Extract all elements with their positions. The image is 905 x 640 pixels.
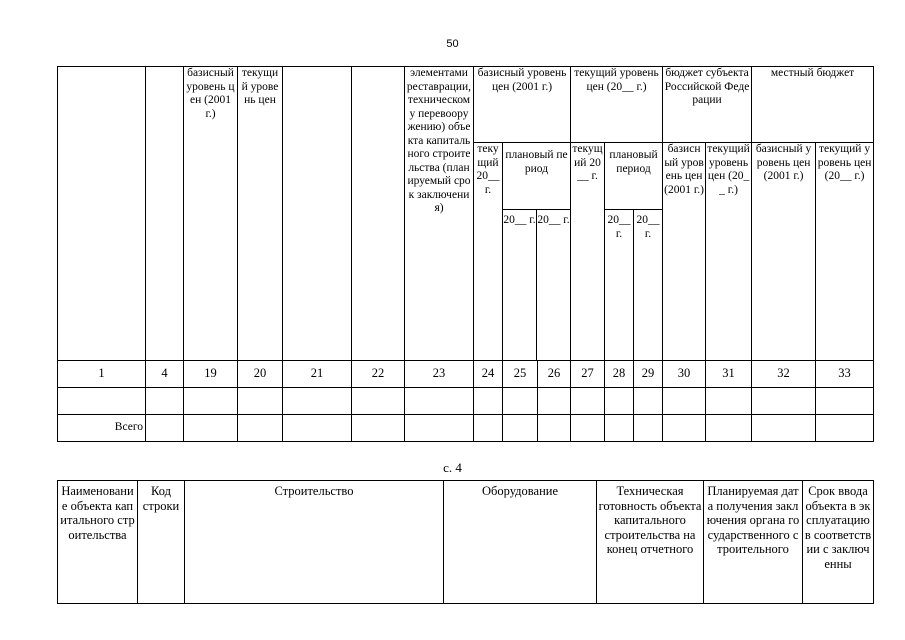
column-number: 19 [184,361,238,388]
table-row [58,388,874,415]
header-cell-25: 20__ г. [503,210,537,360]
input-cell[interactable] [283,388,352,415]
input-cell[interactable] [474,388,503,415]
header-group-base-prices: базисный уровень цен (2001 г.) [474,67,571,143]
header-group-subject-budget: бюджет субъекта Российской Федерации [663,67,752,143]
input-cell[interactable] [752,415,816,442]
input-cell[interactable] [503,388,538,415]
construction-table [57,480,874,604]
header-cell-30: базисный уровень цен (2001 г.) [663,143,706,361]
header-cell-1 [58,67,146,361]
total-row [58,415,874,442]
input-cell[interactable] [146,388,184,415]
input-cell[interactable] [816,415,874,442]
header-cell-24: текущий 20__ г. [474,143,503,361]
column-number: 32 [752,361,816,388]
column-number: 1 [58,361,146,388]
header-construction: Строительство [185,481,444,604]
header-cell-29: 20__ г. [636,214,660,240]
header-group-local-budget: местный бюджет [752,67,874,143]
column-number: 30 [663,361,706,388]
input-cell[interactable] [503,415,538,442]
input-cell[interactable] [352,415,405,442]
header-group-current-prices: текущий уровень цен (20__ г.) [571,67,663,143]
input-cell[interactable] [538,415,571,442]
page-number: 50 [446,38,459,50]
header-row-code: Код строки [138,481,185,604]
column-number: 31 [706,361,752,388]
input-cell[interactable] [706,388,752,415]
input-cell[interactable] [816,388,874,415]
header-cell-33: текущий уровень цен (20__ г.) [816,143,874,361]
header-cell-23: элементами реставрации, техническому перевооружению) объекта капитального строительства (планируемый срок заключения) [405,67,474,361]
header-cell-32: базисный уровень цен (2001 г.) [752,143,816,361]
column-number: 28 [605,361,634,388]
header-equipment: Оборудование [444,481,597,604]
column-numbers-row [58,361,874,388]
column-number: 22 [352,361,405,388]
input-cell[interactable] [238,415,283,442]
input-cell[interactable] [663,388,706,415]
input-cell[interactable] [58,388,146,415]
input-cell[interactable] [634,415,663,442]
input-cell[interactable] [184,388,238,415]
column-number: 4 [146,361,184,388]
plan-period-label-1: плановый период [503,143,570,210]
header-planned-date: Планируемая дата получения заключения органа государственного строительного [704,481,803,604]
input-cell[interactable] [405,415,474,442]
input-cell[interactable] [146,415,184,442]
input-cell[interactable] [663,415,706,442]
header-cell-21 [283,67,352,361]
header-technical-readiness: Техническая готовность объекта капитального строительства на конец отчетного [597,481,704,604]
header-cell-27: текущий 20__ г. [571,143,605,361]
input-cell[interactable] [352,388,405,415]
input-cell[interactable] [605,388,634,415]
plan-period-label-2: плановый период [605,143,662,210]
header-object-name: Наименование объекта капитального строительства [58,481,138,604]
input-cell[interactable] [238,388,283,415]
budget-table [57,66,874,442]
input-cell[interactable] [405,388,474,415]
column-number: 27 [571,361,605,388]
header-cell-20: текущий уровень цен [238,67,283,361]
input-cell[interactable] [634,388,663,415]
section-caption: с. 4 [443,460,462,475]
header-cell-4 [146,67,184,361]
input-cell[interactable] [474,415,503,442]
column-number: 24 [474,361,503,388]
header-cell-28: 20__ г. [605,210,634,360]
column-number: 21 [283,361,352,388]
column-number: 23 [405,361,474,388]
header-plan-period-1 [503,143,571,361]
header-cell-19: базисный уровень цен (2001 г.) [184,67,238,361]
header-cell-22 [352,67,405,361]
header-cell-26: 20__ г. [537,214,570,226]
input-cell[interactable] [184,415,238,442]
column-number: 29 [634,361,663,388]
header-cell-31: текущий уровень цен (20__ г.) [706,143,752,361]
input-cell[interactable] [283,415,352,442]
input-cell[interactable] [538,388,571,415]
column-number: 25 [503,361,538,388]
total-label: Всего [58,415,146,442]
column-number: 20 [238,361,283,388]
column-number: 33 [816,361,874,388]
input-cell[interactable] [571,415,605,442]
column-number: 26 [538,361,571,388]
header-plan-period-2 [605,143,663,361]
input-cell[interactable] [605,415,634,442]
input-cell[interactable] [706,415,752,442]
input-cell[interactable] [571,388,605,415]
input-cell[interactable] [752,388,816,415]
header-commissioning-date: Срок ввода объекта в эксплуатацию в соответствии с заключенны [803,481,874,604]
